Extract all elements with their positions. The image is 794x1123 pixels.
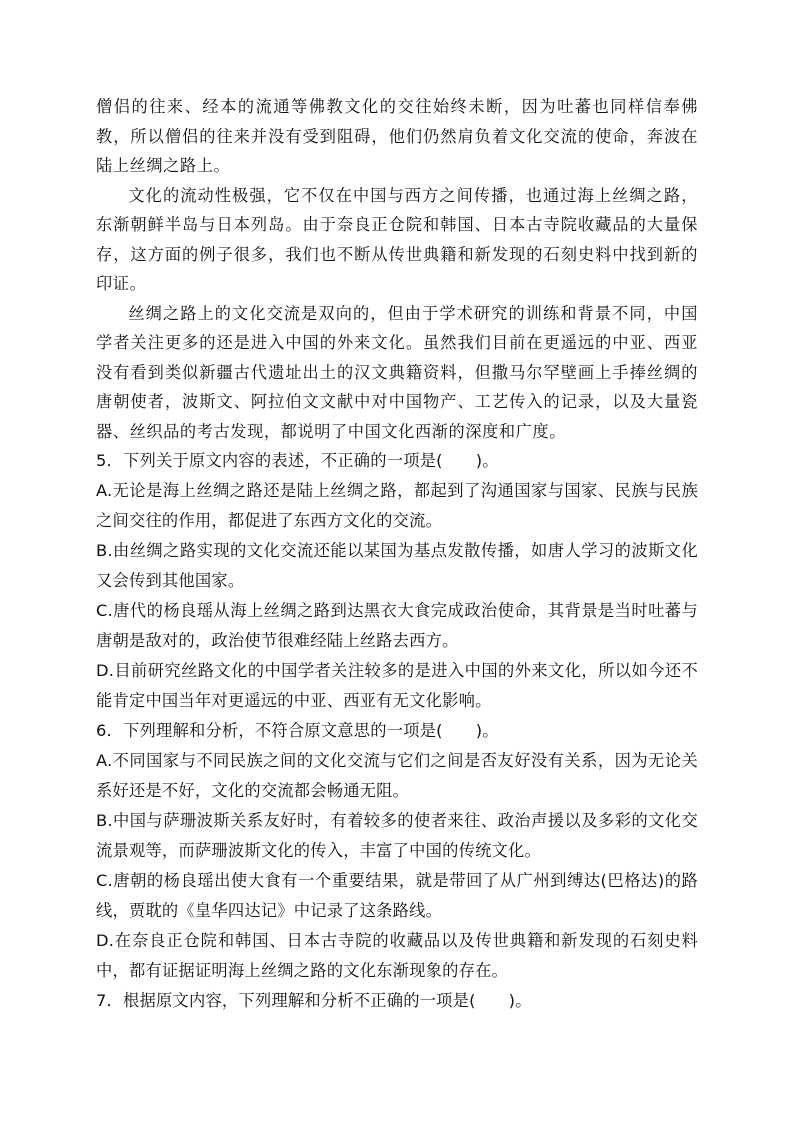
question-stem: 5．下列关于原文内容的表述，不正确的一项是( )。 [96, 451, 499, 470]
option-c: C.唐代的杨良瑶从海上丝绸之路到达黑衣大食完成政治使命，其背景是当时吐蕃与唐朝是敌对的，政治使节很难经陆上丝路去西方。 [96, 601, 698, 650]
passage-paragraph-3: 丝绸之路上的文化交流是双向的，但由于学术研究的训练和背景不同，中国学者关注更多的还是进入中国的外来文化。虽然我们目前在更遥远的中亚、西亚没有看到类似新疆古代遗址出土的汉文典籍资料，但撒马尔罕壁画上手捧丝绸的唐朝使者，波斯文、阿拉伯文文献中对中国物产、工艺传入的记录，以及大量瓷器、丝织品的考古发现，都说明了中国文化西渐的深度和广度。 [96, 303, 698, 441]
option-d: D.在奈良正仓院和韩国、日本古寺院的收藏品以及传世典籍和新发现的石刻史料中，都有证据证明海上丝绸之路的文化东渐现象的存在。 [96, 931, 698, 980]
question-5 [96, 446, 698, 716]
option-b: B.中国与萨珊波斯关系友好时，有着较多的使者来往、政治声援以及多彩的文化交流景观等，而萨珊波斯文化的传入，丰富了中国的传统文化。 [96, 811, 698, 860]
passage-paragraph-2: 文化的流动性极强，它不仅在中国与西方之间传播，也通过海上丝绸之路，东渐朝鲜半岛与日本列岛。由于奈良正仓院和韩国、日本古寺院收藏品的大量保存，这方面的例子很多，我们也不断从传世典籍和新发现的石刻史料中找到新的印证。 [96, 185, 698, 293]
passage-paragraph-1: 僧侣的往来、经本的流通等佛教文化的交往始终未断，因为吐蕃也同样信奉佛教，所以僧侣的往来并没有受到阻碍，他们仍然肩负着文化交流的使命，奔波在陆上丝绸之路上。 [96, 97, 698, 175]
option-b: B.由丝绸之路实现的文化交流还能以某国为基点发散传播，如唐人学习的波斯文化又会传到其他国家。 [96, 541, 698, 590]
question-6 [96, 716, 698, 986]
option-a: A.不同国家与不同民族之间的文化交流与它们之间是否友好没有关系，因为无论关系好还是不好，文化的交流都会畅通无阻。 [96, 751, 698, 800]
question-7 [96, 986, 698, 1016]
reading-passage [96, 92, 698, 446]
question-stem: 7．根据原文内容，下列理解和分析不正确的一项是( )。 [96, 991, 532, 1010]
option-c: C.唐朝的杨良瑶出使大食有一个重要结果，就是带回了从广州到缚达(巴格达)的路线，贾耽的《皇华四达记》中记录了这条路线。 [96, 871, 698, 920]
question-list [96, 446, 698, 1016]
option-a: A.无论是海上丝绸之路还是陆上丝绸之路，都起到了沟通国家与国家、民族与民族之间交往的作用，都促进了东西方文化的交流。 [96, 481, 698, 530]
option-d: D.目前研究丝路文化的中国学者关注较多的是进入中国的外来文化，所以如今还不能肯定中国当年对更遥远的中亚、西亚有无文化影响。 [96, 661, 698, 710]
question-stem: 6．下列理解和分析，不符合原文意思的一项是( )。 [96, 721, 499, 740]
